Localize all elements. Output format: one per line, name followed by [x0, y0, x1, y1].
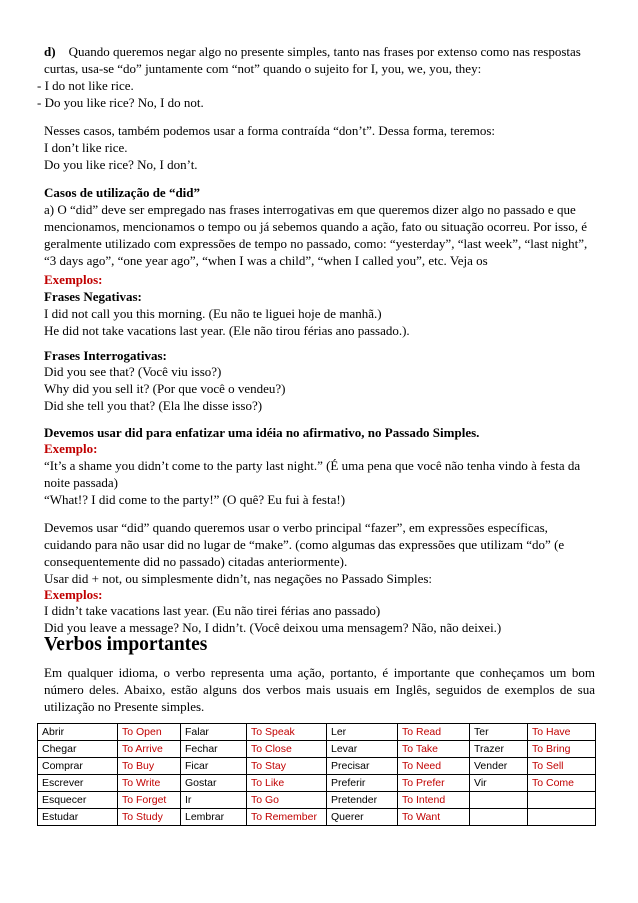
interrogative-heading: Frases Interrogativas: [44, 348, 167, 363]
examples-label: Exemplos: [44, 587, 103, 602]
table-row [38, 775, 596, 792]
paragraph-line: Usar did + not, ou simplesmente didn’t, nas negações no Passado Simples: [44, 571, 433, 586]
portuguese-verb-cell: Gostar [181, 775, 247, 792]
english-verb-cell: To Bring [528, 741, 596, 758]
paragraph-line: a) O “did” deve ser empregado nas frases interrogativas em que queremos dizer algo no passado e que [44, 202, 576, 217]
portuguese-verb-cell: Preferir [327, 775, 398, 792]
portuguese-verb-cell: Estudar [38, 809, 118, 826]
english-verb-cell: To Want [398, 809, 470, 826]
english-verb-cell: To Read [398, 724, 470, 741]
paragraph-line: cuidando para não usar did no lugar de “make”. (como algumas das expressões que utilizam “do” (e [44, 537, 565, 552]
portuguese-verb-cell: Falar [181, 724, 247, 741]
section-d-line-1 [44, 44, 581, 60]
portuguese-verb-cell: Ter [470, 724, 528, 741]
paragraph-line: número deles. Abaixo, estão alguns dos verbos mais usuais em Inglês, seguidos de exemplos de sua [44, 682, 595, 697]
english-verb-cell: To Sell [528, 758, 596, 775]
english-verb-cell: To Intend [398, 792, 470, 809]
example-line: noite passada) [44, 475, 119, 490]
english-verb-cell: To Stay [247, 758, 327, 775]
portuguese-verb-cell: Vir [470, 775, 528, 792]
example-line: He did not take vacations last year. (Ele não tirou férias ano passado.). [44, 323, 410, 338]
portuguese-verb-cell: Levar [327, 741, 398, 758]
portuguese-verb-cell: Ler [327, 724, 398, 741]
portuguese-verb-cell: Ficar [181, 758, 247, 775]
english-verb-cell: To Remember [247, 809, 327, 826]
english-verb-cell: To Forget [118, 792, 181, 809]
did-usage-heading: Casos de utilização de “did” [44, 185, 201, 200]
english-verb-cell: To Prefer [398, 775, 470, 792]
english-verb-cell: To Write [118, 775, 181, 792]
negative-heading: Frases Negativas: [44, 289, 142, 304]
example-line: Why did you sell it? (Por que você o vendeu?) [44, 381, 286, 396]
example-line: “What!? I did come to the party!” (O quê? Eu fui à festa!) [44, 492, 346, 507]
portuguese-verb-cell: Vender [470, 758, 528, 775]
paragraph-line: “3 days ago”, “one year ago”, “when I was a child”, “when I called you”, etc. Veja os [44, 253, 488, 268]
contraction-intro: Nesses casos, também podemos usar a forma contraída “don’t”. Dessa forma, teremos: [44, 123, 496, 138]
paragraph-line: Em qualquer idioma, o verbo representa uma ação, portanto, é importante que conheçamos um bom [44, 665, 595, 680]
example-line: I didn’t take vacations last year. (Eu não tirei férias ano passado) [44, 603, 381, 618]
table-row [38, 724, 596, 741]
portuguese-verb-cell [470, 809, 528, 826]
english-verb-cell: To Come [528, 775, 596, 792]
english-verb-cell: To Open [118, 724, 181, 741]
english-verb-cell: To Need [398, 758, 470, 775]
section-d-line-2: curtas, usa-se “do” juntamente com “not” quando o sujeito for I, you, we, you, they: [44, 61, 482, 76]
portuguese-verb-cell: Fechar [181, 741, 247, 758]
english-verb-cell: To Like [247, 775, 327, 792]
emphasis-heading: Devemos usar did para enfatizar uma idéia no afirmativo, no Passado Simples. [44, 425, 480, 440]
examples-label: Exemplos: [44, 272, 103, 287]
english-verb-cell: To Speak [247, 724, 327, 741]
example-line: I don’t like rice. [44, 140, 128, 155]
example-line: “It’s a shame you didn’t come to the party last night.” (É uma pena que você não tenha vindo à festa da [44, 458, 581, 473]
table-row [38, 741, 596, 758]
english-verb-cell: To Buy [118, 758, 181, 775]
section-d-text: Quando queremos negar algo no presente simples, tanto nas frases por extenso como nas respostas [68, 44, 581, 59]
table-row [38, 809, 596, 826]
table-row [38, 758, 596, 775]
english-verb-cell: To Go [247, 792, 327, 809]
example-line: Did she tell you that? (Ela lhe disse isso?) [44, 398, 263, 413]
portuguese-verb-cell: Pretender [327, 792, 398, 809]
section-d-label: d) [44, 44, 56, 59]
english-verb-cell [528, 792, 596, 809]
example-line: Do you like rice? No, I don’t. [44, 157, 198, 172]
example-label: Exemplo: [44, 441, 98, 456]
portuguese-verb-cell: Abrir [38, 724, 118, 741]
example-line: - Do you like rice? No, I do not. [37, 95, 204, 110]
example-line: Did you see that? (Você viu isso?) [44, 364, 222, 379]
verbs-table [37, 723, 596, 826]
paragraph-line: mencionamos, mencionamos o tempo ou já sebemos quando a ação, fato ou situação ocorreu. Por isso, é [44, 219, 587, 234]
english-verb-cell: To Have [528, 724, 596, 741]
english-verb-cell: To Close [247, 741, 327, 758]
table-row [38, 792, 596, 809]
english-verb-cell: To Study [118, 809, 181, 826]
portuguese-verb-cell: Lembrar [181, 809, 247, 826]
verbs-table-body [38, 724, 596, 826]
portuguese-verb-cell: Querer [327, 809, 398, 826]
example-line: - I do not like rice. [37, 78, 134, 93]
english-verb-cell: To Arrive [118, 741, 181, 758]
example-line: Did you leave a message? No, I didn’t. (Você deixou uma mensagem? Não, não deixei.) [44, 620, 502, 635]
portuguese-verb-cell: Esquecer [38, 792, 118, 809]
paragraph-line: consequentemente did no passado) citadas anteriormente). [44, 554, 348, 569]
example-line: I did not call you this morning. (Eu não te liguei hoje de manhã.) [44, 306, 382, 321]
portuguese-verb-cell: Trazer [470, 741, 528, 758]
verbs-heading: Verbos importantes [44, 634, 208, 655]
portuguese-verb-cell: Precisar [327, 758, 398, 775]
portuguese-verb-cell [470, 792, 528, 809]
english-verb-cell: To Take [398, 741, 470, 758]
paragraph-line: geralmente utilizado com expressões de tempo no passado, como: “yesterday”, “last week”, “last night”, [44, 236, 588, 251]
portuguese-verb-cell: Ir [181, 792, 247, 809]
english-verb-cell [528, 809, 596, 826]
portuguese-verb-cell: Comprar [38, 758, 118, 775]
paragraph-line: utilização no Presente simples. [44, 699, 205, 714]
portuguese-verb-cell: Escrever [38, 775, 118, 792]
paragraph-line: Devemos usar “did” quando queremos usar o verbo principal “fazer”, em expressões específicas, [44, 520, 548, 535]
portuguese-verb-cell: Chegar [38, 741, 118, 758]
